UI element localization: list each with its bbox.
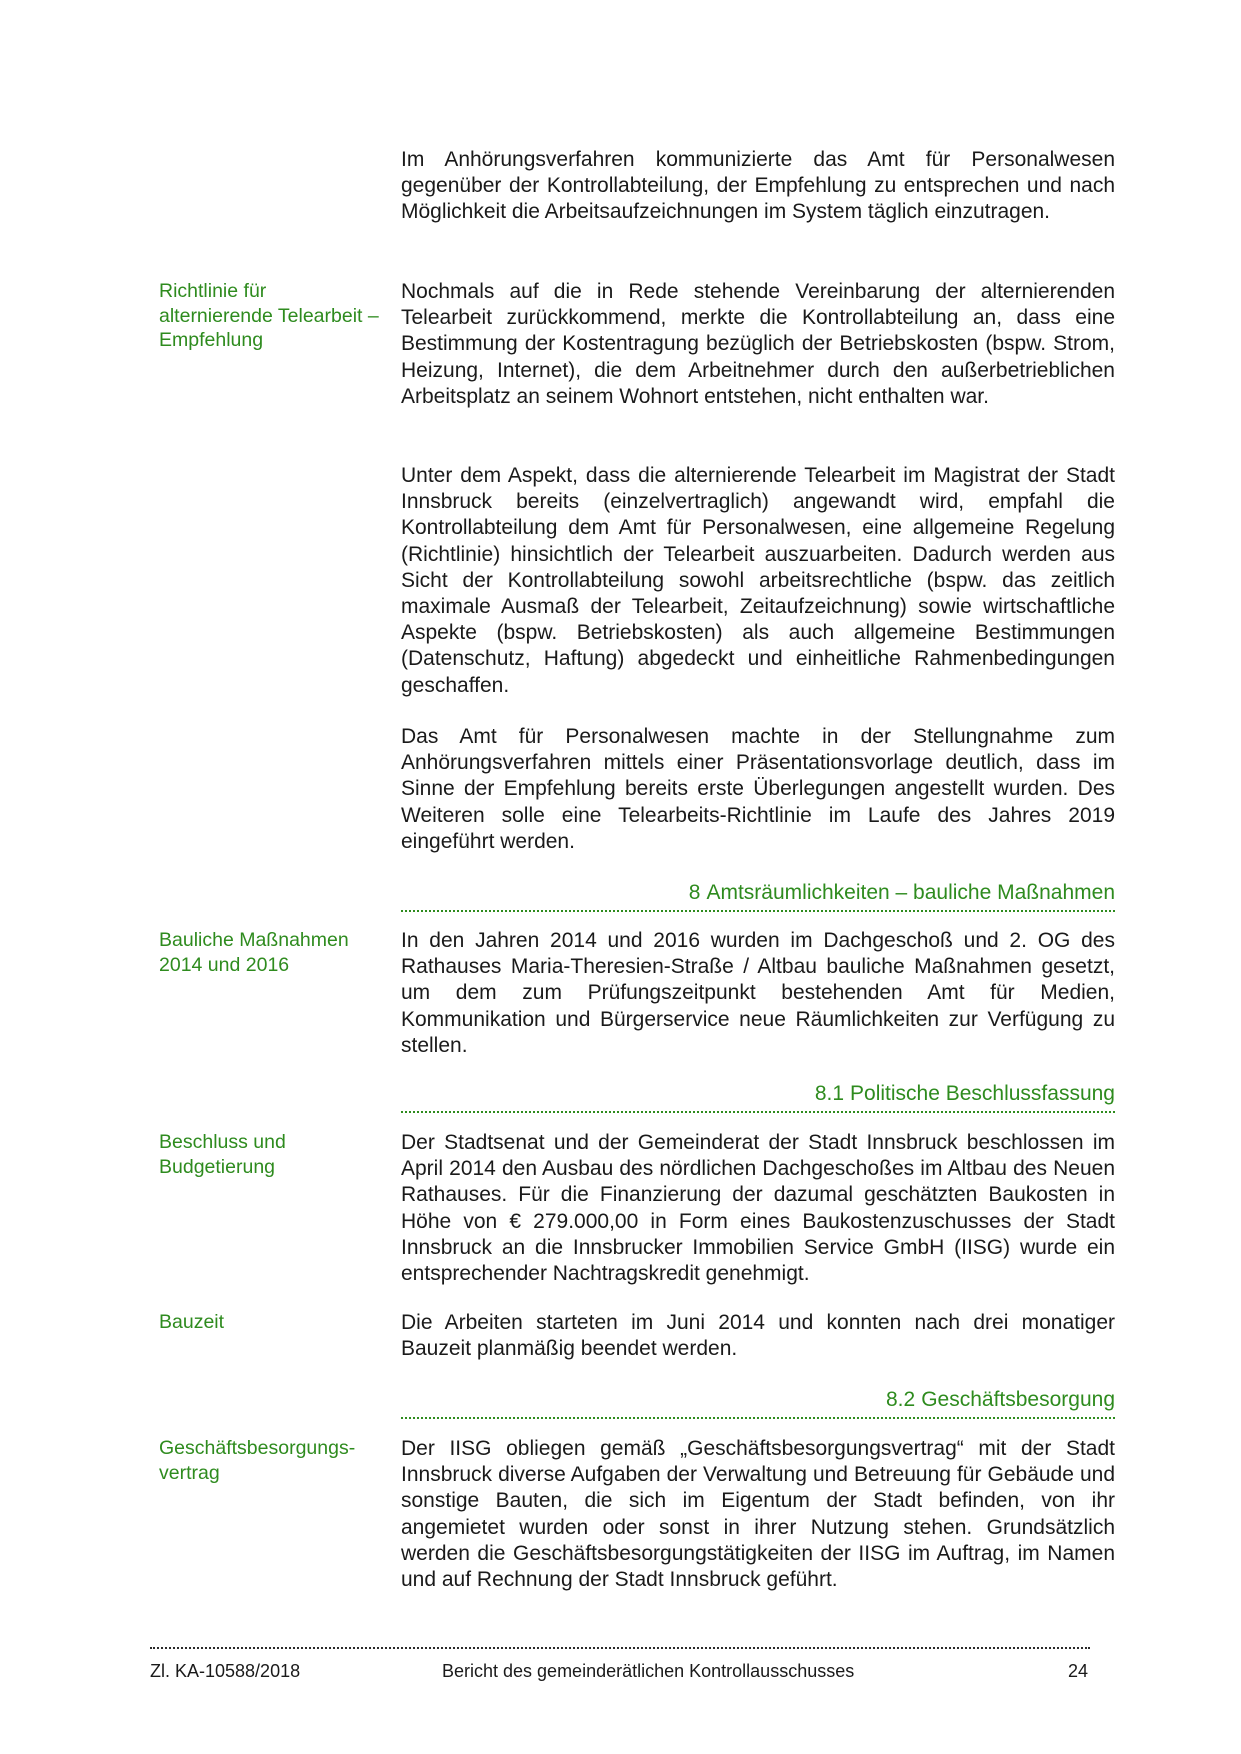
- paragraph-beschluss: Der Stadtsenat und der Gemeinderat der Stadt Innsbruck beschlossen im April 2014 den Ausbau des nördlichen Dachgeschoßes im Altbau des Neuen Rathauses. Für die Finanzierung der dazumal geschätzten Baukosten in Höhe von € 279.000,00 in Form eines Baukostenzuschusses der Stadt Innsbruck an die Innsbrucker Immobilien Service GmbH (IISG) wurde ein entsprechender Nachtragskredit genehmigt.: [401, 1131, 1115, 1286]
- section-heading-8: [401, 880, 1115, 912]
- paragraph-bauzeit: Die Arbeiten starteten im Juni 2014 und konnten nach drei monatiger Bauzeit planmäßig beendet werden.: [401, 1311, 1115, 1361]
- section-title: Politische Beschlussfassung: [850, 1082, 1115, 1105]
- section-heading-8-1: [401, 1081, 1115, 1113]
- footer-divider: [150, 1647, 1090, 1649]
- margin-note-geschaeftsbesorgung: Geschäftsbesorgungs-vertrag: [159, 1437, 356, 1484]
- margin-note-richtlinie: Richtlinie für alternierende Telearbeit – Empfehlung: [159, 280, 379, 351]
- margin-note-beschluss: Beschluss und Budgetierung: [159, 1131, 286, 1178]
- page-number: 24: [1068, 1661, 1089, 1681]
- margin-note-bauzeit: Bauzeit: [159, 1311, 225, 1333]
- section-number: 8: [688, 881, 701, 904]
- section-title: Amtsräumlichkeiten – bauliche Maßnahmen: [706, 881, 1115, 904]
- section-number: 8.1: [814, 1082, 845, 1105]
- footer-title: Bericht des gemeinderätlichen Kontrollausschusses: [442, 1661, 855, 1681]
- paragraph-anhoerung: Im Anhörungsverfahren kommunizierte das Amt für Personalwesen gegenüber der Kontrollabteilung, der Empfehlung zu entsprechen und nach Möglichkeit die Arbeitsaufzeichnungen im System täglich einzutragen.: [401, 148, 1115, 224]
- paragraph-stellungnahme: Das Amt für Personalwesen machte in der Stellungnahme zum Anhörungsverfahren mittels einer Präsentationsvorlage deutlich, dass im Sinne der Empfehlung bereits erste Überlegungen angestellt wurden. Des Weiteren solle eine Telearbeits-Richtlinie im Laufe des Jahres 2019 eingeführt werden.: [401, 725, 1115, 853]
- paragraph-vereinbarung: Nochmals auf die in Rede stehende Vereinbarung der alternierenden Telearbeit zurückkommend, merkte die Kontrollabteilung an, dass eine Bestimmung der Kostentragung bezüglich der Betriebskosten (bspw. Strom, Heizung, Internet), die dem Arbeitnehmer durch den außerbetrieblichen Arbeitsplatz an seinem Wohnort entstehen, nicht enthalten war.: [401, 280, 1115, 408]
- section-number: 8.2: [886, 1388, 916, 1411]
- paragraph-massnahmen: In den Jahren 2014 und 2016 wurden im Dachgeschoß und 2. OG des Rathauses Maria-Theresien-Straße / Altbau bauliche Maßnahmen gesetzt, um dem zum Prüfungszeitpunkt bestehenden Amt für Medien, Kommunikation und Bürgerservice neue Räumlichkeiten zur Verfügung zu stellen.: [401, 929, 1115, 1057]
- paragraph-geschaeftsbesorgung: Der IISG obliegen gemäß „Geschäftsbesorgungsvertrag“ mit der Stadt Innsbruck diverse Aufgaben der Verwaltung und Betreuung für Gebäude und sonstige Bauten, die sich im Eigentum der Stadt befinden, von ihr angemietet wurden oder sonst in ihrer Nutzung stehen. Grundsätzlich werden die Geschäftsbesorgungstätigkeiten der IISG im Auftrag, im Namen und auf Rechnung der Stadt Innsbruck geführt.: [401, 1437, 1115, 1592]
- footer-reference: Zl. KA-10588/2018: [150, 1661, 301, 1681]
- section-title: Geschäftsbesorgung: [921, 1388, 1115, 1411]
- paragraph-empfehlung: Unter dem Aspekt, dass die alternierende Telearbeit im Magistrat der Stadt Innsbruck bereits (einzelvertraglich) angewandt wird, empfahl die Kontrollabteilung dem Amt für Personalwesen, eine allgemeine Regelung (Richtlinie) hinsichtlich der Telearbeit auszuarbeiten. Dadurch werden aus Sicht der Kontrollabteilung sowohl arbeitsrechtliche (bspw. das zeitlich maximale Ausmaß der Telearbeit, Zeitaufzeichnung) sowie wirtschaftliche Aspekte (bspw. Betriebskosten) als auch allgemeine Bestimmungen (Datenschutz, Haftung) abgedeckt und einheitliche Rahmenbedingungen geschaffen.: [401, 464, 1115, 697]
- margin-note-bauliche: Bauliche Maßnahmen 2014 und 2016: [159, 929, 349, 976]
- section-heading-8-2: [401, 1387, 1115, 1419]
